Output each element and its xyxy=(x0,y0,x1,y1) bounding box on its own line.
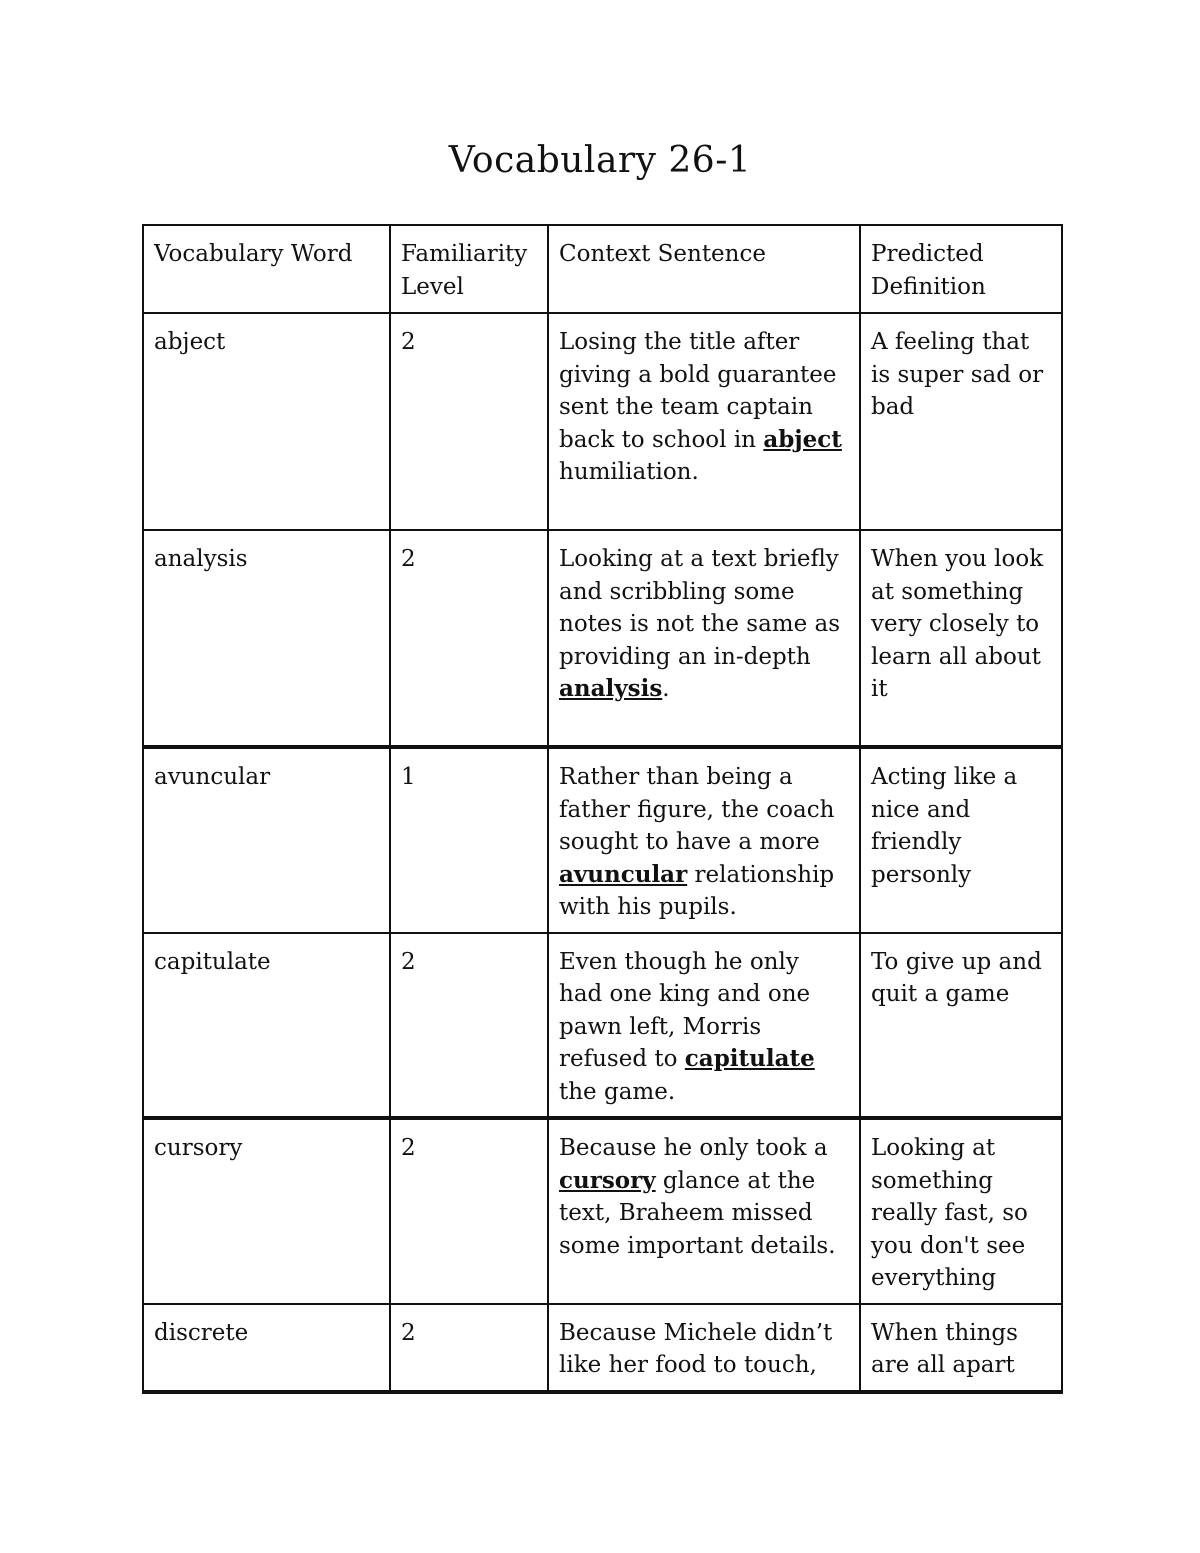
context-text: Looking at a text briefly and scribbling some notes is not the same as providing an in-depth xyxy=(559,546,841,670)
context-text: humiliation. xyxy=(559,459,699,485)
familiarity-level: 2 xyxy=(390,933,548,1119)
context-keyword: analysis xyxy=(559,675,663,702)
header-context-sentence: Context Sentence xyxy=(548,225,860,313)
vocabulary-table xyxy=(142,224,1063,1394)
table-header-row xyxy=(143,225,1062,313)
context-sentence xyxy=(548,1118,860,1304)
context-text: the game. xyxy=(559,1078,676,1105)
header-predicted-definition: Predicted Definition xyxy=(860,225,1062,313)
header-familiarity-level: Familiarity Level xyxy=(390,225,548,313)
context-text: Because Michele didn’t like her food to touch, xyxy=(559,1319,833,1378)
context-text: glance at the text, Braheem missed some important details. xyxy=(559,1167,836,1259)
table-row xyxy=(143,1304,1062,1392)
vocab-word: discrete xyxy=(143,1304,390,1392)
context-keyword: cursory xyxy=(559,1166,656,1194)
predicted-definition: Looking at something really fast, so you don't see everything xyxy=(860,1118,1062,1304)
context-keyword: avuncular xyxy=(559,860,688,888)
vocab-word: abject xyxy=(143,313,390,530)
context-text: relationship with his pupils. xyxy=(559,861,835,920)
table-row xyxy=(143,933,1062,1119)
table-row xyxy=(143,747,1062,933)
page-title: Vocabulary 26-1 xyxy=(448,140,752,181)
context-sentence xyxy=(548,933,860,1119)
context-keyword: abject xyxy=(763,425,842,453)
table-row xyxy=(143,530,1062,747)
predicted-definition: To give up and quit a game xyxy=(860,933,1062,1119)
context-sentence xyxy=(548,313,860,530)
predicted-definition: Acting like a nice and friendly personly xyxy=(860,747,1062,933)
vocab-word: cursory xyxy=(143,1118,390,1304)
familiarity-level: 2 xyxy=(390,1118,548,1304)
context-text: Losing the title after giving a bold guarantee sent the team captain back to school in xyxy=(559,329,837,453)
vocab-word: analysis xyxy=(143,530,390,747)
context-sentence xyxy=(548,1304,860,1392)
context-text: Even though he only had one king and one pawn left, Morris refused to xyxy=(559,948,811,1072)
context-sentence xyxy=(548,530,860,747)
table-row xyxy=(143,1118,1062,1304)
vocab-word: capitulate xyxy=(143,933,390,1119)
header-vocabulary-word: Vocabulary Word xyxy=(143,225,390,313)
context-text: Rather than being a father figure, the coach sought to have a more xyxy=(559,764,835,855)
vocab-word: avuncular xyxy=(143,747,390,933)
familiarity-level: 1 xyxy=(390,747,548,933)
predicted-definition: When you look at something very closely to learn all about it xyxy=(860,530,1062,747)
familiarity-level: 2 xyxy=(390,1304,548,1392)
predicted-definition: When things are all apart xyxy=(860,1304,1062,1392)
table-row xyxy=(143,313,1062,530)
context-text: Because he only took a xyxy=(559,1135,828,1161)
context-sentence xyxy=(548,747,860,933)
predicted-definition: A feeling that is super sad or bad xyxy=(860,313,1062,530)
familiarity-level: 2 xyxy=(390,313,548,530)
familiarity-level: 2 xyxy=(390,530,548,747)
context-text: . xyxy=(662,676,670,702)
context-keyword: capitulate xyxy=(684,1045,815,1072)
